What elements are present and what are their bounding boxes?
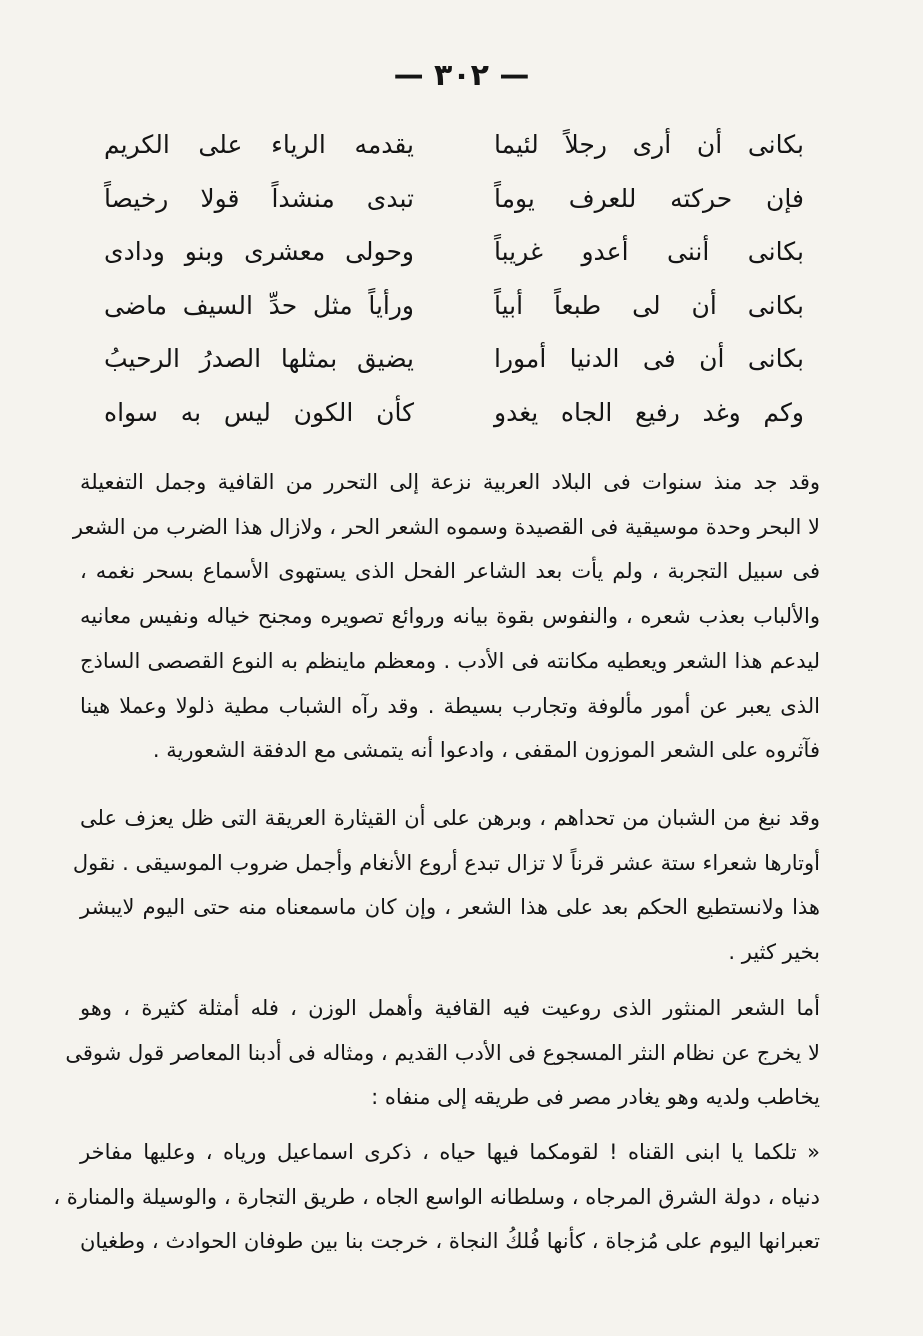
- text-line: أما الشعر المنثور الذى روعيت فيه القافية وأهمل الوزن ، فله أمثلة كثيرة ، وهو: [80, 996, 820, 1020]
- paragraph-young-poets: [72, 796, 820, 975]
- text-line: هذا ولانستطيع الحكم بعد على هذا الشعر ، وإن كان ماسمعناه منه حتى اليوم لايبشر: [80, 895, 820, 920]
- verse-first-hemistich: بكانى أننى أعدو غريباً: [494, 237, 804, 267]
- text-line: فى سبيل التجربة ، ولم يأت بعد الشاعر الفحل الذى يستهوى الأسماع بسحر نغمه ،: [80, 559, 820, 584]
- poem-verse: [104, 225, 804, 279]
- verse-first-hemistich: بكانى أن فى الدنيا أمورا: [494, 344, 804, 374]
- verse-second-hemistich: ورأياً مثل حدِّ السيف ماضى: [104, 290, 414, 320]
- text-line: لا البحر وحدة موسيقية فى القصيدة وسموه الشعر الحر ، ولازال هذا الضرب من الشعر: [72, 514, 820, 539]
- page-number: — ٣٠٢ —: [393, 58, 530, 93]
- verse-second-hemistich: يضيق بمثلها الصدرُ الرحيبُ: [104, 344, 414, 374]
- text-line: وقد جد منذ سنوات فى البلاد العربية نزعة إلى التحرر من القافية وجمل التفعيلة: [80, 470, 820, 494]
- paragraph-quotation: [53, 1130, 820, 1264]
- poem: [104, 118, 804, 439]
- verse-second-hemistich: وحولى معشرى وبنو ودادى: [104, 237, 414, 267]
- text-line: دنياه ، دولة الشرق المرجاه ، وسلطانه الواسع الجاه ، طريق التجارة ، والوسيلة والمنارة ،: [53, 1184, 820, 1209]
- paragraph-free-verse: [72, 460, 820, 773]
- text-line: بخير كثير .: [728, 940, 820, 965]
- text-line: لا يخرج عن نظام النثر المسجوع فى الأدب القديم ، ومثاله فى أدبنا المعاصر قول شوقى: [65, 1040, 820, 1065]
- text-line: تعبرانها اليوم على مُزجاة ، كأنها فُلكُ النجاة ، خرجت بنا بين طوفان الحوادث ، وطغيان: [80, 1229, 820, 1254]
- poem-verse: [104, 172, 804, 226]
- text-line: فآثروه على الشعر الموزون المقفى ، وادعوا أنه يتمشى مع الدفقة الشعورية .: [152, 738, 820, 763]
- verse-first-hemistich: فإن حركته للعرف يوماً: [494, 183, 804, 213]
- verse-second-hemistich: كأن الكون ليس به سواه: [104, 397, 414, 427]
- verse-first-hemistich: بكانى أن لى طبعاً أبياً: [494, 290, 804, 320]
- paragraph-prose-poetry: [65, 986, 820, 1120]
- text-line: وقد نبغ من الشبان من تحداهم ، وبرهن على أن القيثارة العريقة التى ظل يعزف على: [80, 806, 820, 830]
- text-line: ليدعم هذا الشعر ويعطيه مكانته فى الأدب . ومعظم ماينظم به النوع القصصى الساذج: [80, 648, 820, 673]
- verse-first-hemistich: وكم وغد رفيع الجاه يغدو: [494, 397, 804, 427]
- text-line: الذى يعبر عن أمور مألوفة وتجارب بسيطة . وقد رآه الشباب مطية ذلولا وعملا هينا: [80, 693, 820, 718]
- text-line: أوتارها شعراء ستة عشر قرناً لا تزال تبدع أروع الأنغام وأجمل ضروب الموسيقى . نقول: [72, 850, 820, 875]
- poem-verse: [104, 332, 804, 386]
- verse-second-hemistich: يقدمه الرياء على الكريم: [104, 130, 414, 160]
- text-line: والألباب بعذب شعره ، والنفوس بقوة بيانه وروائع تصويره ومجنح خياله ونفيس معانيه: [80, 604, 820, 629]
- poem-verse: [104, 118, 804, 172]
- poem-verse: [104, 279, 804, 333]
- poem-verse: [104, 386, 804, 440]
- text-line: « تلكما يا ابنى القناه ! لقومكما فيها حياه ، ذكرى اسماعيل ورياه ، وعليها مفاخر: [80, 1140, 820, 1164]
- verse-second-hemistich: تبدى منشداً قولا رخيصاً: [104, 183, 414, 213]
- verse-first-hemistich: بكانى أن أرى رجلاً لئيما: [494, 130, 804, 160]
- text-line: يخاطب ولديه وهو يغادر مصر فى طريقه إلى منفاه :: [371, 1085, 820, 1110]
